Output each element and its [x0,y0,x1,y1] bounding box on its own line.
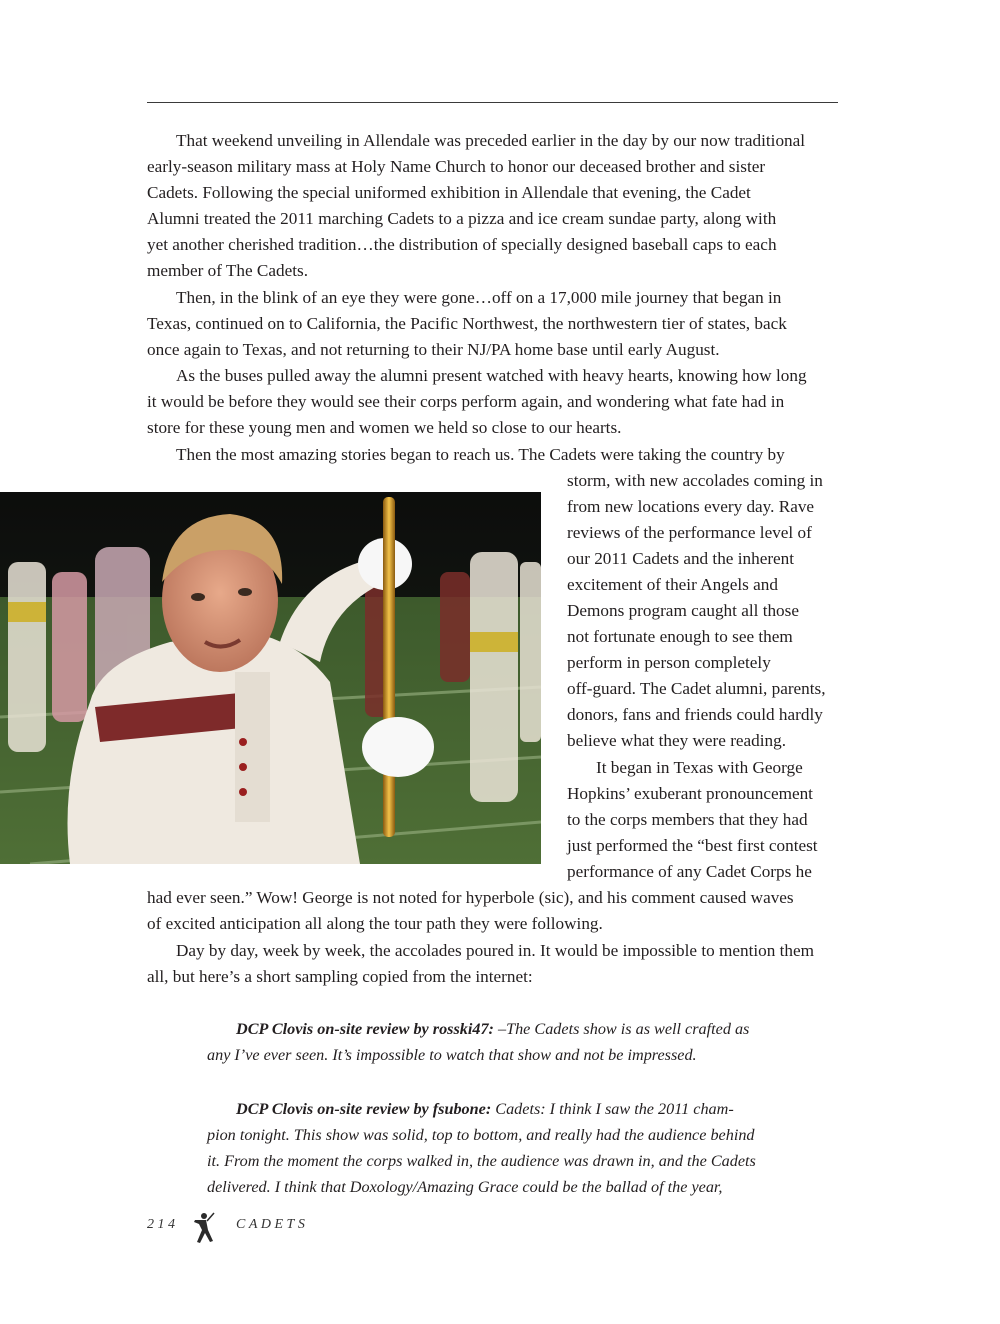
body-text-line: to the corps members that they had [567,810,808,829]
body-text-line: our 2011 Cadets and the inherent [567,549,795,568]
header-rule [147,102,838,103]
body-text-line: Demons program caught all those [567,601,799,620]
body-text-line: perform in person completely [567,653,771,672]
book-title: CADETS [236,1217,309,1232]
body-text-line: store for these young men and women we held so close to our hearts. [147,418,622,437]
body-text-line: That weekend unveiling in Allendale was preceded earlier in the day by our now traditional [176,131,806,150]
body-text-line: Texas, continued on to California, the Pacific Northwest, the northwestern tier of states, back [147,314,787,333]
quote-source: DCP Clovis on-site review by rosski47: [236,1020,494,1038]
body-text-line: early-season military mass at Holy Name Church to honor our deceased brother and sister [147,157,766,176]
body-text-line: just performed the “best first contest [567,836,818,855]
page-number: 214 [147,1217,179,1232]
body-text-line: Alumni treated the 2011 marching Cadets to a pizza and ice cream sundae party, along with [147,209,777,228]
body-text-line: Cadets. Following the special uniformed exhibition in Allendale that evening, the Cadet [147,183,751,202]
body-text-line: all, but here’s a short sampling copied from the internet: [147,967,533,986]
body-text-line: it would be before they would see their corps perform again, and wondering what fate had in [147,392,785,411]
body-text-line: Hopkins’ exuberant pronouncement [567,784,813,803]
body-text-line: It began in Texas with George [596,758,803,777]
body-text-line: reviews of the performance level of [567,523,812,542]
quote-text: Cadets: I think I saw the 2011 cham- [491,1100,734,1118]
body-text-line: not fortunate enough to see them [567,627,793,646]
quote-line [236,1096,734,1122]
body-text-line: Then, in the blink of an eye they were gone…off on a 17,000 mile journey that began in [176,288,782,307]
body-text-line: off-guard. The Cadet alumni, parents, [567,679,826,698]
color-guard-figure-icon [193,1212,215,1244]
quote-line [236,1016,749,1042]
body-text-line: As the buses pulled away the alumni present watched with heavy hearts, knowing how long [176,366,807,385]
drum-corps-performer-photo [0,492,541,864]
quote-text: –The Cadets show is as well crafted as [493,1020,750,1038]
body-text-line: once again to Texas, and not returning to their NJ/PA home base until early August. [147,340,720,359]
body-text-line: believe what they were reading. [567,731,787,750]
quote-line: it. From the moment the corps walked in, the audience was drawn in, and the Cadets [207,1152,756,1170]
body-text-line: donors, fans and friends could hardly [567,705,823,724]
body-text-line: Then the most amazing stories began to reach us. The Cadets were taking the country by [176,445,785,464]
quote-line: delivered. I think that Doxology/Amazing Grace could be the ballad of the year, [207,1178,723,1196]
body-text-line: storm, with new accolades coming in [567,471,823,490]
quote-line: any I’ve ever seen. It’s impossible to watch that show and not be impressed. [207,1046,697,1064]
quote-source: DCP Clovis on-site review by fsubone: [236,1100,492,1118]
body-text-line: from new locations every day. Rave [567,497,815,516]
body-text-line: excitement of their Angels and [567,575,778,594]
body-text-line: yet another cherished tradition…the distribution of specially designed baseball caps to each [147,235,777,254]
body-text-line: of excited anticipation all along the tour path they were following. [147,914,603,933]
body-text-line: performance of any Cadet Corps he [567,862,812,881]
body-text-line: had ever seen.” Wow! George is not noted for hyperbole (sic), and his comment caused waves [147,888,794,907]
quote-line: pion tonight. This show was solid, top to bottom, and really had the audience behind [207,1126,755,1144]
photo-illustration [0,492,541,864]
body-text-line: Day by day, week by week, the accolades poured in. It would be impossible to mention them [176,941,815,960]
body-text-line: member of The Cadets. [147,261,309,280]
